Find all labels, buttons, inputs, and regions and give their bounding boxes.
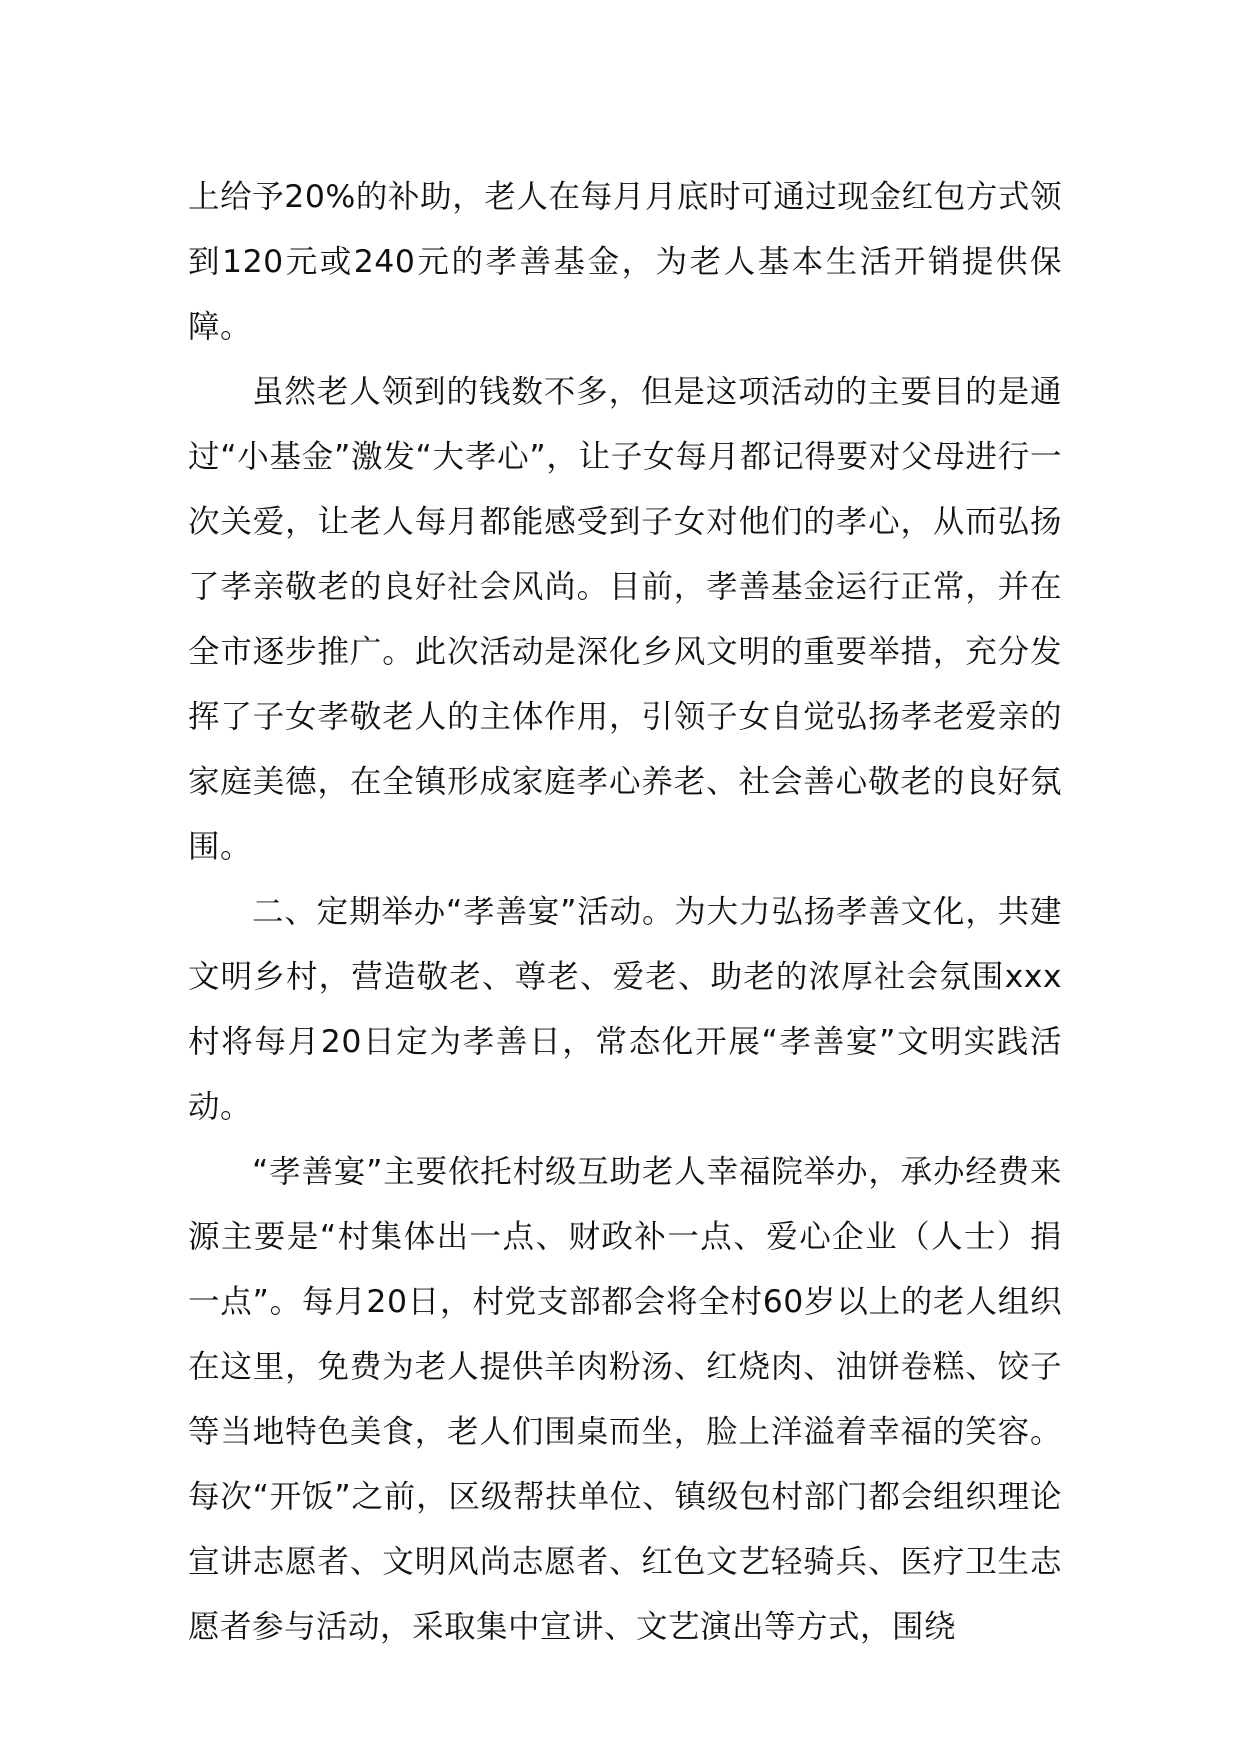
paragraph-3: 二、定期举办“孝善宴”活动。为大力弘扬孝善文化，共建文明乡村，营造敬老、尊老、爱老、助老的浓厚社会氛围xxx村将每月20日定为孝善日，常态化开展“孝善宴”文明实践活动。 bbox=[188, 894, 1062, 1125]
paragraph-2: 虽然老人领到的钱数不多，但是这项活动的主要目的是通过“小基金”激发“大孝心”，让子女每月都记得要对父母进行一次关爱，让老人每月都能感受到子女对他们的孝心，从而弘扬了孝亲敬老的良好社会风尚。目前，孝善基金运行正常，并在全市逐步推广。此次活动是深化乡风文明的重要举措，充分发挥了子女孝敬老人的主体作用，引领子女自觉弘扬孝老爱亲的家庭美德，在全镇形成家庭孝心养老、社会善心敬老的良好氛围。 bbox=[188, 374, 1062, 865]
document-body bbox=[188, 165, 1062, 1660]
paragraph-4: “孝善宴”主要依托村级互助老人幸福院举办，承办经费来源主要是“村集体出一点、财政补一点、爱心企业（人士）捐一点”。每月20日，村党支部都会将全村60岁以上的老人组织在这里，免费为老人提供羊肉粉汤、红烧肉、油饼卷糕、饺子等当地特色美食，老人们围桌而坐，脸上洋溢着幸福的笑容。每次“开饭”之前，区级帮扶单位、镇级包村部门都会组织理论宣讲志愿者、文明风尚志愿者、红色文艺轻骑兵、医疗卫生志愿者参与活动，采取集中宣讲、文艺演出等方式，围绕 bbox=[188, 1154, 1062, 1645]
paragraph-1: 上给予20%的补助，老人在每月月底时可通过现金红包方式领到120元或240元的孝善基金，为老人基本生活开销提供保障。 bbox=[188, 179, 1062, 345]
